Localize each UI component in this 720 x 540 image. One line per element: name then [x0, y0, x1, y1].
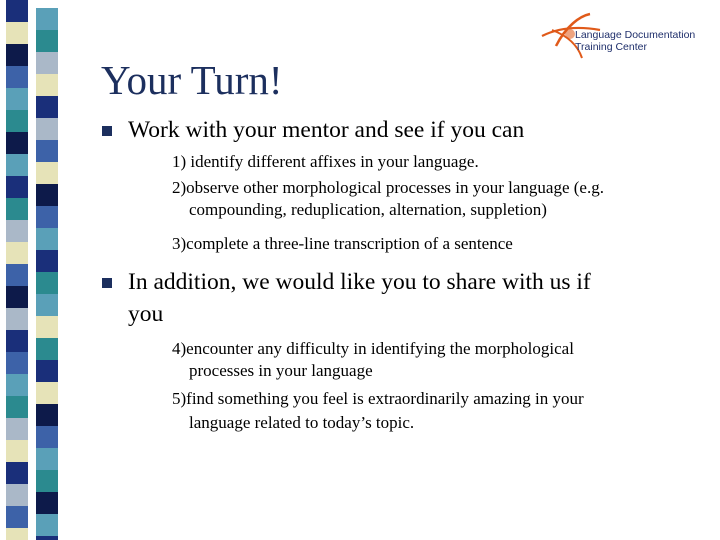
sub-item-2-continued: compounding, reduplication, alternation, suppletion) — [189, 200, 547, 219]
square-bullet-icon — [102, 126, 112, 136]
sub-item-1: 1) identify different affixes in your language. — [172, 152, 479, 171]
strip-tile — [6, 88, 28, 110]
strip-tile — [36, 228, 58, 250]
sub-item-5-continued: language related to today’s topic. — [189, 413, 415, 432]
strip-tile — [36, 162, 58, 184]
strip-tile — [36, 492, 58, 514]
strip-tile — [6, 198, 28, 220]
strip-tile — [6, 418, 28, 440]
strip-tile — [36, 514, 58, 536]
strip-tile — [6, 308, 28, 330]
strip-tile — [36, 338, 58, 360]
strip-tile — [6, 176, 28, 198]
strip-tile — [36, 448, 58, 470]
strip-tile — [36, 316, 58, 338]
strip-tile — [6, 22, 28, 44]
strip-tile — [36, 272, 58, 294]
strip-tile — [36, 30, 58, 52]
strip-tile — [36, 8, 58, 30]
sub-item-2: 2)observe other morphological processes in your language (e.g. — [172, 178, 604, 197]
strip-tile — [6, 286, 28, 308]
strip-tile — [36, 96, 58, 118]
strip-tile — [6, 352, 28, 374]
square-bullet-icon — [102, 278, 112, 288]
strip-tile — [36, 382, 58, 404]
strip-tile — [36, 74, 58, 96]
strip-tile — [36, 250, 58, 272]
strip-tile — [6, 0, 28, 22]
strip-tile — [36, 404, 58, 426]
strip-tile — [6, 440, 28, 462]
strip-tile — [36, 470, 58, 492]
strip-tile — [6, 528, 28, 540]
strip-tile — [36, 360, 58, 382]
sub-item-4: 4)encounter any difficulty in identifying the morphological — [172, 339, 574, 358]
strip-tile — [36, 118, 58, 140]
sub-item-3: 3)complete a three-line transcription of a sentence — [172, 234, 513, 253]
strip-tile — [36, 426, 58, 448]
strip-tile — [6, 110, 28, 132]
strip-tile — [36, 52, 58, 74]
strip-tile — [36, 140, 58, 162]
strip-tile — [6, 66, 28, 88]
strip-tile — [6, 396, 28, 418]
strip-tile — [6, 264, 28, 286]
sub-item-5: 5)find something you feel is extraordinarily amazing in your — [172, 389, 584, 408]
strip-tile — [6, 462, 28, 484]
strip-tile — [36, 206, 58, 228]
bullet-1-text: Work with your mentor and see if you can — [128, 117, 525, 143]
strip-tile — [36, 536, 58, 540]
logo-line-1: Language Documentation — [575, 29, 696, 41]
strip-tile — [6, 330, 28, 352]
strip-tile — [6, 154, 28, 176]
strip-tile — [6, 220, 28, 242]
strip-tile — [6, 374, 28, 396]
strip-tile — [6, 242, 28, 264]
bullet-2-text-line-2: you — [128, 301, 164, 327]
strip-tile — [36, 294, 58, 316]
bullet-2-text-line-1: In addition, we would like you to share with us if — [128, 269, 591, 295]
strip-tile — [6, 506, 28, 528]
sub-item-4-continued: processes in your language — [189, 361, 373, 380]
strip-tile — [6, 132, 28, 154]
strip-tile — [6, 44, 28, 66]
decorative-side-strip — [0, 0, 64, 540]
slide-title: Your Turn! — [101, 57, 283, 103]
logo-line-2: Training Center — [575, 41, 647, 53]
strip-tile — [36, 184, 58, 206]
strip-tile — [6, 484, 28, 506]
